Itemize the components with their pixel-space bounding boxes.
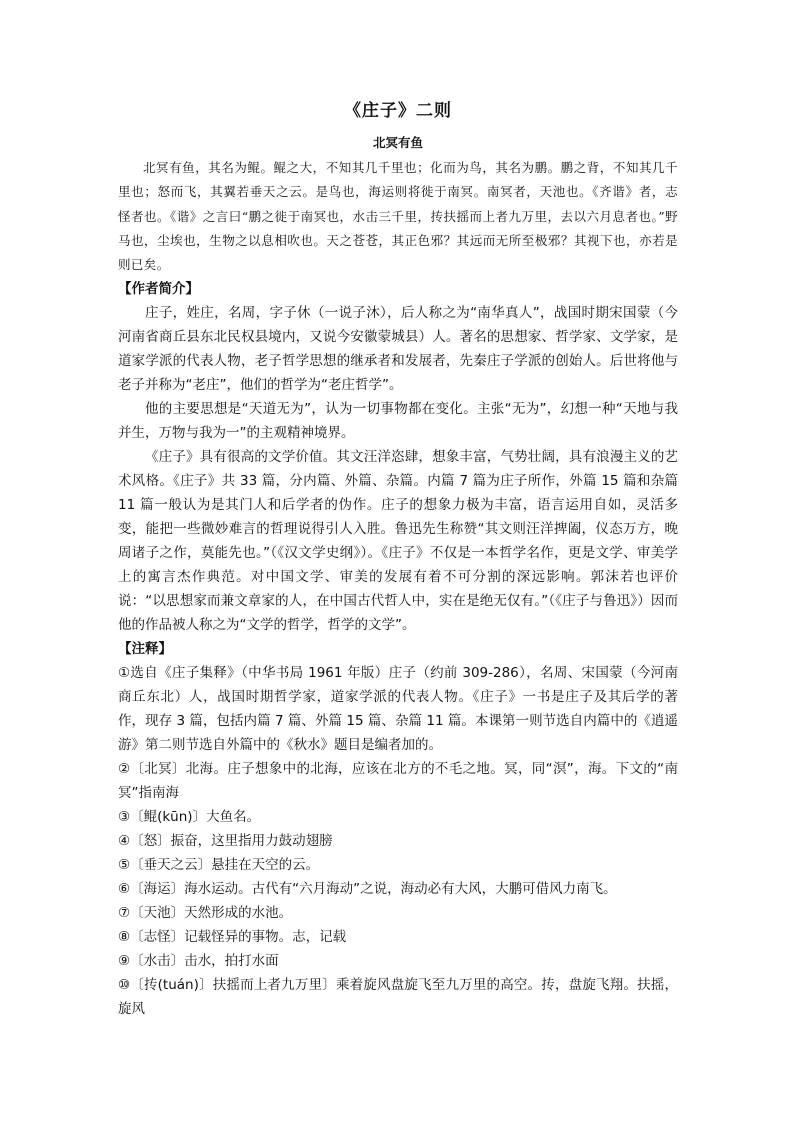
text-subtitle: 北冥有鱼 [372,135,423,150]
note-item: ⑧〔志怪〕记载怪异的事物。志，记载 [118,929,347,946]
note-item: ⑥〔海运〕海水运动。古代有“六月海动”之说，海动必有大风，大鹏可借风力南飞。 [118,881,617,898]
author-paragraph: 《庄子》具有很高的文学价值。其文汪洋恣肆，想象丰富，气势壮阔，具有浪漫主义的艺术风格。《庄子》共 33 篇，分内篇、外篇、杂篇。内篇 7 篇为庄子所作，外篇 15 篇和杂篇 11 篇一般认为是其门人和后学者的伪作。庄子的想象力极为丰富，语言运用自如，灵活多变，能把一些微妙难言的哲理说得引人入胜。鲁迅先生称赞“其文则汪洋捭阖，仪态万方，晚周诸子之作，莫能先也。”（《汉文学史纲》）。《庄子》不仅是一本哲学名作，更是文学、审美学上的寓言杰作典范。对中国文学、审美的发展有着不可分割的深远影响。郭沫若也评价说：“以思想家而兼文章家的人，在中国古代哲人中，实在是绝无仅有。”（《庄子与鲁迅》）因而他的作品被人称之为“文学的哲学，哲学的文学”。 [118,449,678,634]
document-body [118,98,678,1021]
note-item: ②〔北冥〕北海。庄子想象中的北海，应该在北方的不毛之地。冥，同“溟”，海。下文的“南冥”指南海 [118,761,678,802]
note-item: ⑩〔抟(tuán)〕扶摇而上者九万里〕乘着旋风盘旋飞至九万里的高空。抟，盘旋飞翔。扶摇，旋风 [118,977,678,1018]
note-item: ④〔怒〕振奋，这里指用力鼓动翅膀 [118,833,333,850]
classic-text-paragraph: 北冥有鱼，其名为鲲。鲲之大，不知其几千里也；化而为鸟，其名为鹏。鹏之背，不知其几千里也；怒而飞，其翼若垂天之云。是鸟也，海运则将徙于南冥。南冥者，天池也。《齐谐》者，志怪者也。《谐》之言曰“鹏之徙于南冥也，水击三千里，抟扶摇而上者九万里，去以六月息者也。”野马也，尘埃也，生物之以息相吹也。天之苍苍，其正色邪？其远而无所至极邪？其视下也，亦若是则已矣。 [118,160,678,273]
notes-section-heading: 【注释】 [118,641,172,658]
author-section-heading: 【作者简介】 [118,281,199,298]
note-item: ③〔鲲(kūn)〕大鱼名。 [118,809,261,826]
note-item: ①选自《庄子集释》（中华书局 1961 年版）庄子（约前 309-286），名周、宋国蒙（今河南商丘东北）人，战国时期哲学家，道家学派的代表人物。《庄子》一书是庄子及其后学的著作，现存 3 篇，包括内篇 7 篇、外篇 15 篇、杂篇 11 篇。本课第一则节选自内篇中的《逍遥游》第二则节选自外篇中的《秋水》题目是编者加的。 [118,665,678,754]
note-item: ⑨〔水击〕击水，拍打水面 [118,953,279,970]
note-item: ⑤〔垂天之云〕悬挂在天空的云。 [118,857,320,874]
author-paragraph: 他的主要思想是“天道无为”，认为一切事物都在变化。主张“无为”，幻想一种“天地与我并生，万物与我为一”的主观精神境界。 [118,401,678,442]
author-paragraph: 庄子，姓庄，名周，字子休（一说子沐），后人称之为“南华真人”，战国时期宋国蒙（今河南省商丘县东北民权县境内，又说今安徽蒙城县）人。著名的思想家、哲学家、文学家，是道家学派的代表人物，老子哲学思想的继承者和发展者，先秦庄子学派的创始人。后世将他与老子并称为“老庄”，他们的哲学为“老庄哲学”。 [118,305,678,394]
document-title: 《庄子》二则 [344,101,452,121]
note-item: ⑦〔天池〕天然形成的水池。 [118,905,293,922]
